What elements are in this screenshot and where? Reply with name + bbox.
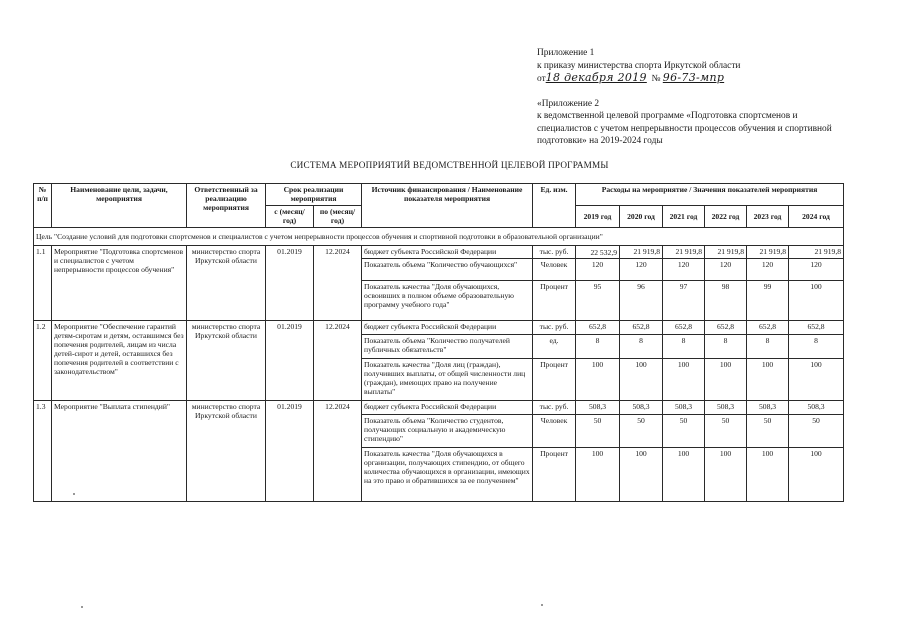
value-2023: 100 xyxy=(747,359,789,401)
value-2023: 99 xyxy=(747,281,789,321)
row-unit: Человек xyxy=(533,415,576,448)
header-unit: Ед. изм. xyxy=(533,184,576,228)
document-title: СИСТЕМА МЕРОПРИЯТИЙ ВЕДОМСТВЕННОЙ ЦЕЛЕВОЙ ПРОГРАММЫ xyxy=(290,160,609,170)
value-2022: 100 xyxy=(705,448,747,502)
value-2022: 508,3 xyxy=(705,401,747,415)
activity-from: 01.2019 xyxy=(266,321,314,401)
value-2021: 120 xyxy=(663,259,705,281)
value-2019: 8 xyxy=(576,335,620,359)
activity-num: 1.3 xyxy=(34,401,52,502)
value-2024: 50 xyxy=(789,415,844,448)
value-2021: 97 xyxy=(663,281,705,321)
value-2020: 8 xyxy=(620,335,663,359)
value-2022: 50 xyxy=(705,415,747,448)
number-prefix: № xyxy=(651,74,661,84)
scan-speck xyxy=(81,606,83,608)
value-2023: 21 919,8 xyxy=(747,246,789,259)
order-date-line xyxy=(537,72,877,86)
value-2022: 21 919,8 xyxy=(705,246,747,259)
value-2023: 508,3 xyxy=(747,401,789,415)
header-year-2019: 2019 год xyxy=(576,206,620,228)
program-line-1: к ведомственной целевой программе «Подготовка спортсменов и xyxy=(537,111,798,121)
value-2020: 100 xyxy=(620,448,663,502)
value-2024: 652,8 xyxy=(789,321,844,335)
header-year-2022: 2022 год xyxy=(705,206,747,228)
activity-num: 1.2 xyxy=(34,321,52,401)
row-source: бюджет субъекта Российской Федерации xyxy=(362,401,533,415)
value-2020: 21 919,8 xyxy=(620,246,663,259)
row-unit: Человек xyxy=(533,259,576,281)
value-2021: 652,8 xyxy=(663,321,705,335)
value-2022: 8 xyxy=(705,335,747,359)
appendix-2-label: «Приложение 2 xyxy=(537,98,600,109)
activity-responsible: министерство спорта Иркутской области xyxy=(187,401,266,502)
scan-speck xyxy=(73,493,75,495)
header-year-2023: 2023 год xyxy=(747,206,789,228)
value-2022: 120 xyxy=(705,259,747,281)
activity-from: 01.2019 xyxy=(266,401,314,502)
value-2020: 50 xyxy=(620,415,663,448)
header-source: Источник финансирования / Наименование показателя мероприятия xyxy=(362,184,533,228)
value-2020: 508,3 xyxy=(620,401,663,415)
program-line-2: специалистов с учетом непрерывности процессов обучения и спортивной xyxy=(537,123,832,134)
header-from: с (месяц/год) xyxy=(266,206,314,228)
value-2020: 120 xyxy=(620,259,663,281)
value-2021: 508,3 xyxy=(663,401,705,415)
table-row xyxy=(34,321,844,335)
value-2022: 98 xyxy=(705,281,747,321)
order-header xyxy=(537,47,877,148)
activity-name: Мероприятие "Обеспечение гарантий детям-сиротам и детям, оставшимся без попечения родителей, лицам из числа детей-сирот и детей, оставшихся без попечения родителей в соответствии с законодательством" xyxy=(52,321,187,401)
value-2022: 652,8 xyxy=(705,321,747,335)
table-row xyxy=(34,401,844,415)
activities-table xyxy=(33,183,844,502)
value-2019: 652,8 xyxy=(576,321,620,335)
activity-to: 12.2024 xyxy=(314,401,362,502)
header-year-2020: 2020 год xyxy=(620,206,663,228)
value-2021: 8 xyxy=(663,335,705,359)
scan-speck xyxy=(541,604,543,606)
value-2023: 8 xyxy=(747,335,789,359)
header-year-2024: 2024 год xyxy=(789,206,844,228)
value-2021: 100 xyxy=(663,359,705,401)
row-unit: Процент xyxy=(533,281,576,321)
row-unit: ед. xyxy=(533,335,576,359)
row-unit: тыс. руб. xyxy=(533,401,576,415)
value-2024: 100 xyxy=(789,359,844,401)
row-source: Показатель объема "Количество обучающихся" xyxy=(362,259,533,281)
value-2019: 95 xyxy=(576,281,620,321)
table-row xyxy=(34,246,844,259)
value-2024: 120 xyxy=(789,259,844,281)
value-2024: 100 xyxy=(789,281,844,321)
row-source: бюджет субъекта Российской Федерации xyxy=(362,246,533,259)
value-2020: 100 xyxy=(620,359,663,401)
activity-from: 01.2019 xyxy=(266,246,314,321)
activity-num: 1.1 xyxy=(34,246,52,321)
value-2019: 120 xyxy=(576,259,620,281)
row-source: Показатель объема "Количество получателей публичных обязательств" xyxy=(362,335,533,359)
activity-to: 12.2024 xyxy=(314,246,362,321)
value-2019: 508,3 xyxy=(576,401,620,415)
value-2023: 50 xyxy=(747,415,789,448)
goal-row: Цель "Создание условий для подготовки спортсменов и специалистов с учетом непрерывности процессов обучения и спортивной подготовки в образовательной организации" xyxy=(34,228,844,246)
activity-responsible: министерство спорта Иркутской области xyxy=(187,321,266,401)
program-line-3: подготовки» на 2019-2024 годы xyxy=(537,136,663,146)
header-expenses: Расходы на мероприятие / Значения показателей мероприятия xyxy=(576,184,844,206)
value-2021: 50 xyxy=(663,415,705,448)
row-unit: тыс. руб. xyxy=(533,246,576,259)
value-2021: 100 xyxy=(663,448,705,502)
handwritten-order-date: 18 декабря 2019 xyxy=(545,71,647,84)
handwritten-order-number: 96-73-мпр xyxy=(662,71,725,84)
row-unit: Процент xyxy=(533,359,576,401)
header-year-2021: 2021 год xyxy=(663,206,705,228)
row-source: Показатель качества "Доля лиц (граждан), получивших выплаты, от общей численности лиц (граждан), имеющих право на получение выплаты" xyxy=(362,359,533,401)
value-2022: 100 xyxy=(705,359,747,401)
value-2023: 120 xyxy=(747,259,789,281)
value-2020: 96 xyxy=(620,281,663,321)
value-2019: 100 xyxy=(576,448,620,502)
value-2019: 50 xyxy=(576,415,620,448)
value-2020: 652,8 xyxy=(620,321,663,335)
order-reference: к приказу министерства спорта Иркутской области xyxy=(537,60,741,71)
value-2024: 508,3 xyxy=(789,401,844,415)
row-source: Показатель объема "Количество студентов, получающих социальную и академическую стипендию" xyxy=(362,415,533,448)
activity-responsible: министерство спорта Иркутской области xyxy=(187,246,266,321)
header-responsible: Ответственный за реализацию мероприятия xyxy=(187,184,266,228)
value-2023: 652,8 xyxy=(747,321,789,335)
activity-to: 12.2024 xyxy=(314,321,362,401)
appendix-1-label: Приложение 1 xyxy=(537,48,595,58)
header-to: по (месяц/год) xyxy=(314,206,362,228)
activity-name: Мероприятие "Выплата стипендий" xyxy=(52,401,187,502)
row-source: бюджет субъекта Российской Федерации xyxy=(362,321,533,335)
from-prefix: от xyxy=(537,74,546,84)
value-2021: 21 919,8 xyxy=(663,246,705,259)
row-unit: тыс. руб. xyxy=(533,321,576,335)
header-name: Наименование цели, задачи, мероприятия xyxy=(52,184,187,228)
row-source: Показатель качества "Доля обучающихся, освоивших в полном объеме образовательную программу учебного года" xyxy=(362,281,533,321)
activity-name: Мероприятие "Подготовка спортсменов и специалистов с учетом непрерывности процессов обучения" xyxy=(52,246,187,321)
value-2019: 22 532,9 xyxy=(576,246,620,259)
value-2019: 100 xyxy=(576,359,620,401)
row-unit: Процент xyxy=(533,448,576,502)
header-period: Срок реализации мероприятия xyxy=(266,184,362,206)
header-num: № п/п xyxy=(34,184,52,228)
value-2024: 100 xyxy=(789,448,844,502)
value-2023: 100 xyxy=(747,448,789,502)
value-2024: 21 919,8 xyxy=(789,246,844,259)
row-source: Показатель качества "Доля обучающихся в организации, получающих стипендию, от общего количества обучающихся в организации, имеющих на это право и обратившихся за ее получением" xyxy=(362,448,533,502)
value-2024: 8 xyxy=(789,335,844,359)
